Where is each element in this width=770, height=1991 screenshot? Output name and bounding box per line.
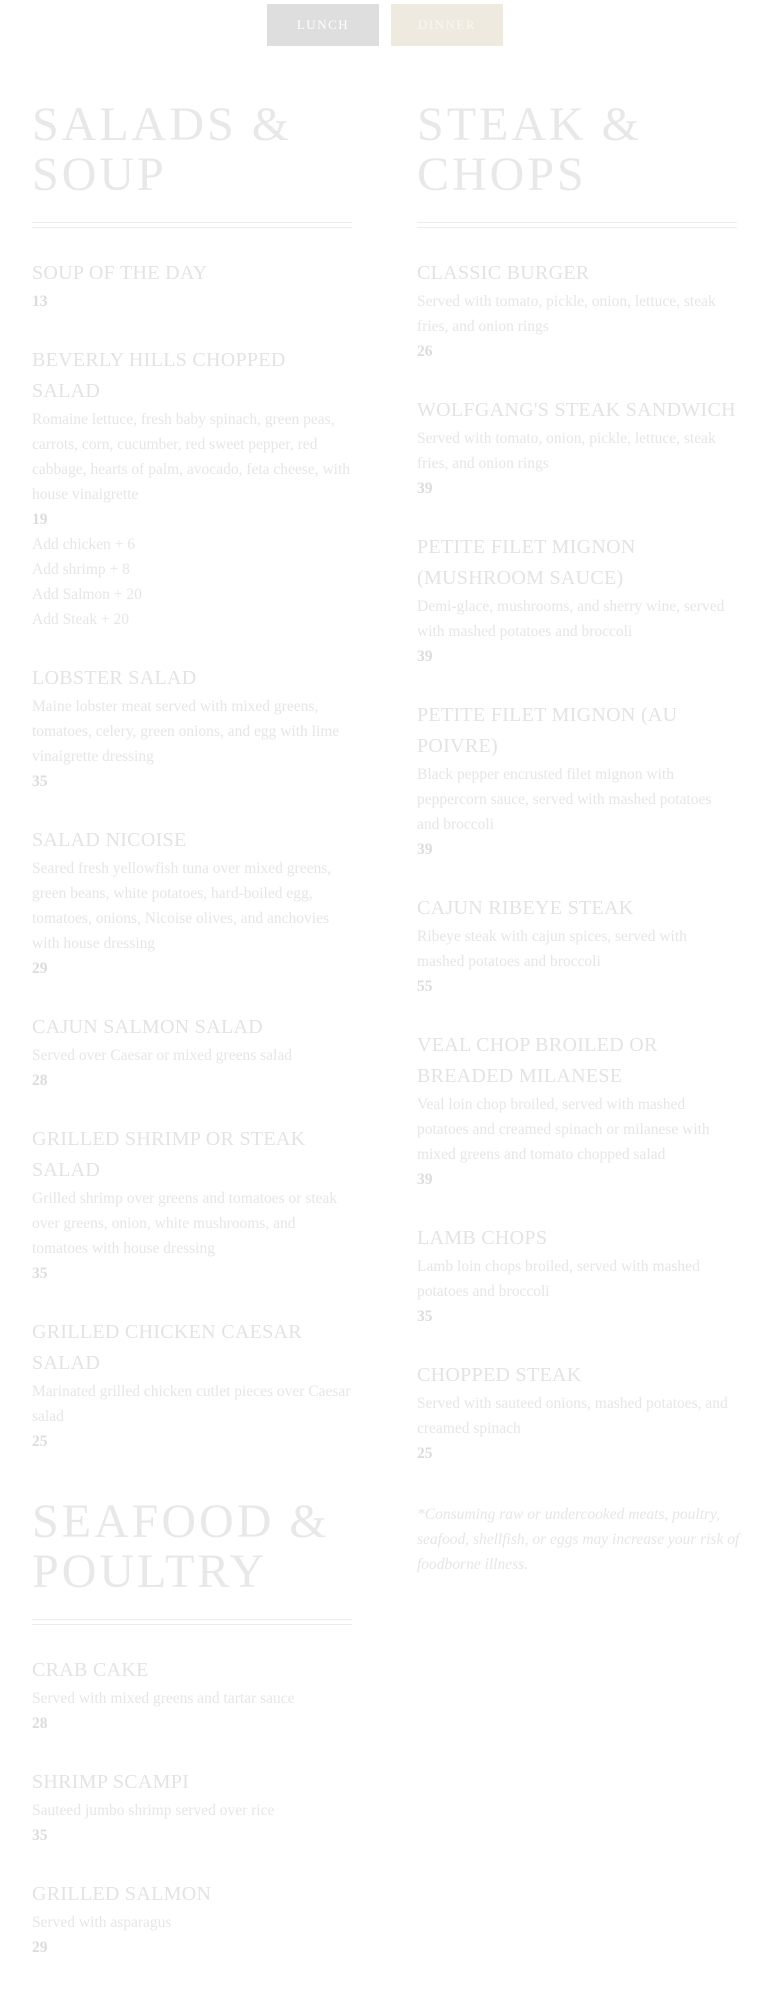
item-price: 39: [417, 841, 433, 858]
disclaimer-text: *Consuming raw or undercooked meats, poultry, seafood, shellfish, or eggs may increase your risk of foodborne illness.: [417, 1506, 740, 1573]
item-name: CHOPPED STEAK: [417, 1364, 582, 1386]
item-name: CAJUN RIBEYE STEAK: [417, 897, 634, 919]
menu-item: [32, 1124, 352, 1286]
item-price: 55: [417, 978, 433, 995]
item-price: 29: [32, 1939, 48, 1956]
title-divider: [32, 222, 352, 228]
section-salads-soup: [32, 100, 352, 1485]
item-price: 39: [417, 1171, 433, 1188]
section-title-steak: STEAK & CHOPS: [417, 98, 642, 201]
item-price: 35: [417, 1308, 433, 1325]
item-price: 35: [32, 773, 48, 790]
item-name: CAJUN SALMON SALAD: [32, 1016, 263, 1038]
item-description: Maine lobster meat served with mixed greens, tomatoes, celery, green onions, and egg with lime vinaigrette dressing: [32, 698, 340, 765]
menu-item: [32, 825, 352, 981]
item-price: 39: [417, 480, 433, 497]
menu-item: [417, 700, 737, 862]
item-price: 28: [32, 1072, 48, 1089]
tab-dinner[interactable]: DINNER: [391, 4, 503, 46]
item-addon: Add Salmon + 20: [32, 586, 142, 603]
item-description: Served with mixed greens and tartar sauce: [32, 1690, 295, 1707]
item-description: Seared fresh yellowfish tuna over mixed greens, green beans, white potatoes, hard-boiled egg, tomatoes, onions, Nicoise olives, and anchovies with house dressing: [32, 860, 332, 952]
item-name: BEVERLY HILLS CHOPPED SALAD: [32, 349, 286, 402]
section-seafood-poultry: [32, 1497, 352, 1991]
menu-item: [417, 258, 737, 364]
item-name: VEAL CHOP BROILED OR BREADED MILANESE: [417, 1034, 658, 1087]
menu-item: [32, 1012, 352, 1093]
item-name: GRILLED SHRIMP OR STEAK SALAD: [32, 1128, 306, 1181]
item-price: 35: [32, 1827, 48, 1844]
item-price: 25: [32, 1433, 48, 1450]
item-description: Served with tomato, onion, pickle, lettuce, steak fries, and onion rings: [417, 430, 716, 472]
menu-item: [32, 345, 352, 632]
item-description: Veal loin chop broiled, served with mashed potatoes and creamed spinach or milanese with mixed greens and tomato chopped salad: [417, 1096, 710, 1163]
item-price: 28: [32, 1715, 48, 1732]
item-name: CLASSIC BURGER: [417, 262, 590, 284]
item-name: SOUP OF THE DAY: [32, 262, 208, 284]
menu-item: [32, 258, 352, 314]
item-description: Black pepper encrusted filet mignon with peppercorn sauce, served with mashed potatoes and broccoli: [417, 766, 712, 833]
menu-item: [417, 893, 737, 999]
item-name: CRAB CAKE: [32, 1659, 149, 1681]
item-description: Romaine lettuce, fresh baby spinach, green peas, carrots, corn, cucumber, red sweet pepper, red cabbage, hearts of palm, avocado, feta cheese, with house vinaigrette: [32, 411, 351, 503]
menu-item: [417, 395, 737, 501]
menu-item: [32, 1655, 352, 1736]
item-description: Demi-glace, mushrooms, and sherry wine, served with mashed potatoes and broccoli: [417, 598, 725, 640]
item-name: WOLFGANG'S STEAK SANDWICH: [417, 399, 736, 421]
item-price: 39: [417, 648, 433, 665]
item-description: Ribeye steak with cajun spices, served with mashed potatoes and broccoli: [417, 928, 687, 970]
item-addon: Add shrimp + 8: [32, 561, 130, 578]
item-name: LAMB CHOPS: [417, 1227, 548, 1249]
item-description: Sauteed jumbo shrimp served over rice: [32, 1802, 275, 1819]
item-name: SHRIMP SCAMPI: [32, 1771, 190, 1793]
menu-item: [32, 1317, 352, 1454]
item-name: PETITE FILET MIGNON (MUSHROOM SAUCE): [417, 536, 636, 589]
title-divider: [417, 222, 737, 228]
menu-item: [32, 1767, 352, 1848]
item-name: PETITE FILET MIGNON (AU POIVRE): [417, 704, 678, 757]
item-addon: Add chicken + 6: [32, 536, 136, 553]
item-price: 29: [32, 960, 48, 977]
item-price: 26: [417, 343, 433, 360]
item-description: Served with tomato, pickle, onion, lettuce, steak fries, and onion rings: [417, 293, 716, 335]
title-divider: [32, 1619, 352, 1625]
menu-item: [32, 663, 352, 794]
menu-item: [417, 1030, 737, 1192]
item-price: 25: [417, 1445, 433, 1462]
item-description: Grilled shrimp over greens and tomatoes or steak over greens, onion, white mushrooms, and tomatoes with house dressing: [32, 1190, 338, 1257]
item-description: Lamb loin chops broiled, served with mashed potatoes and broccoli: [417, 1258, 700, 1300]
item-price: 35: [32, 1265, 48, 1282]
item-price: 13: [32, 293, 48, 310]
item-description: Served over Caesar or mixed greens salad: [32, 1047, 292, 1064]
section-title-seafood: SEAFOOD & POULTRY: [32, 1495, 330, 1598]
item-price: 19: [32, 511, 48, 528]
item-description: Served with asparagus: [32, 1914, 172, 1931]
item-description: Marinated grilled chicken cutlet pieces over Caesar salad: [32, 1383, 351, 1425]
menu-item: [417, 1223, 737, 1329]
item-name: LOBSTER SALAD: [32, 667, 197, 689]
item-addon: Add Steak + 20: [32, 611, 129, 628]
item-name: SALAD NICOISE: [32, 829, 187, 851]
item-description: Served with sauteed onions, mashed potatoes, and creamed spinach: [417, 1395, 728, 1437]
menu-item: [32, 1879, 352, 1960]
tab-lunch[interactable]: LUNCH: [267, 4, 379, 46]
section-steak-chops: [417, 100, 737, 1497]
menu-item: [417, 1360, 737, 1466]
item-name: GRILLED CHICKEN CAESAR SALAD: [32, 1321, 302, 1374]
section-title-salads: SALADS & SOUP: [32, 98, 293, 201]
menu-item: [417, 532, 737, 669]
item-name: GRILLED SALMON: [32, 1883, 212, 1905]
menu-tabs: [0, 4, 770, 46]
